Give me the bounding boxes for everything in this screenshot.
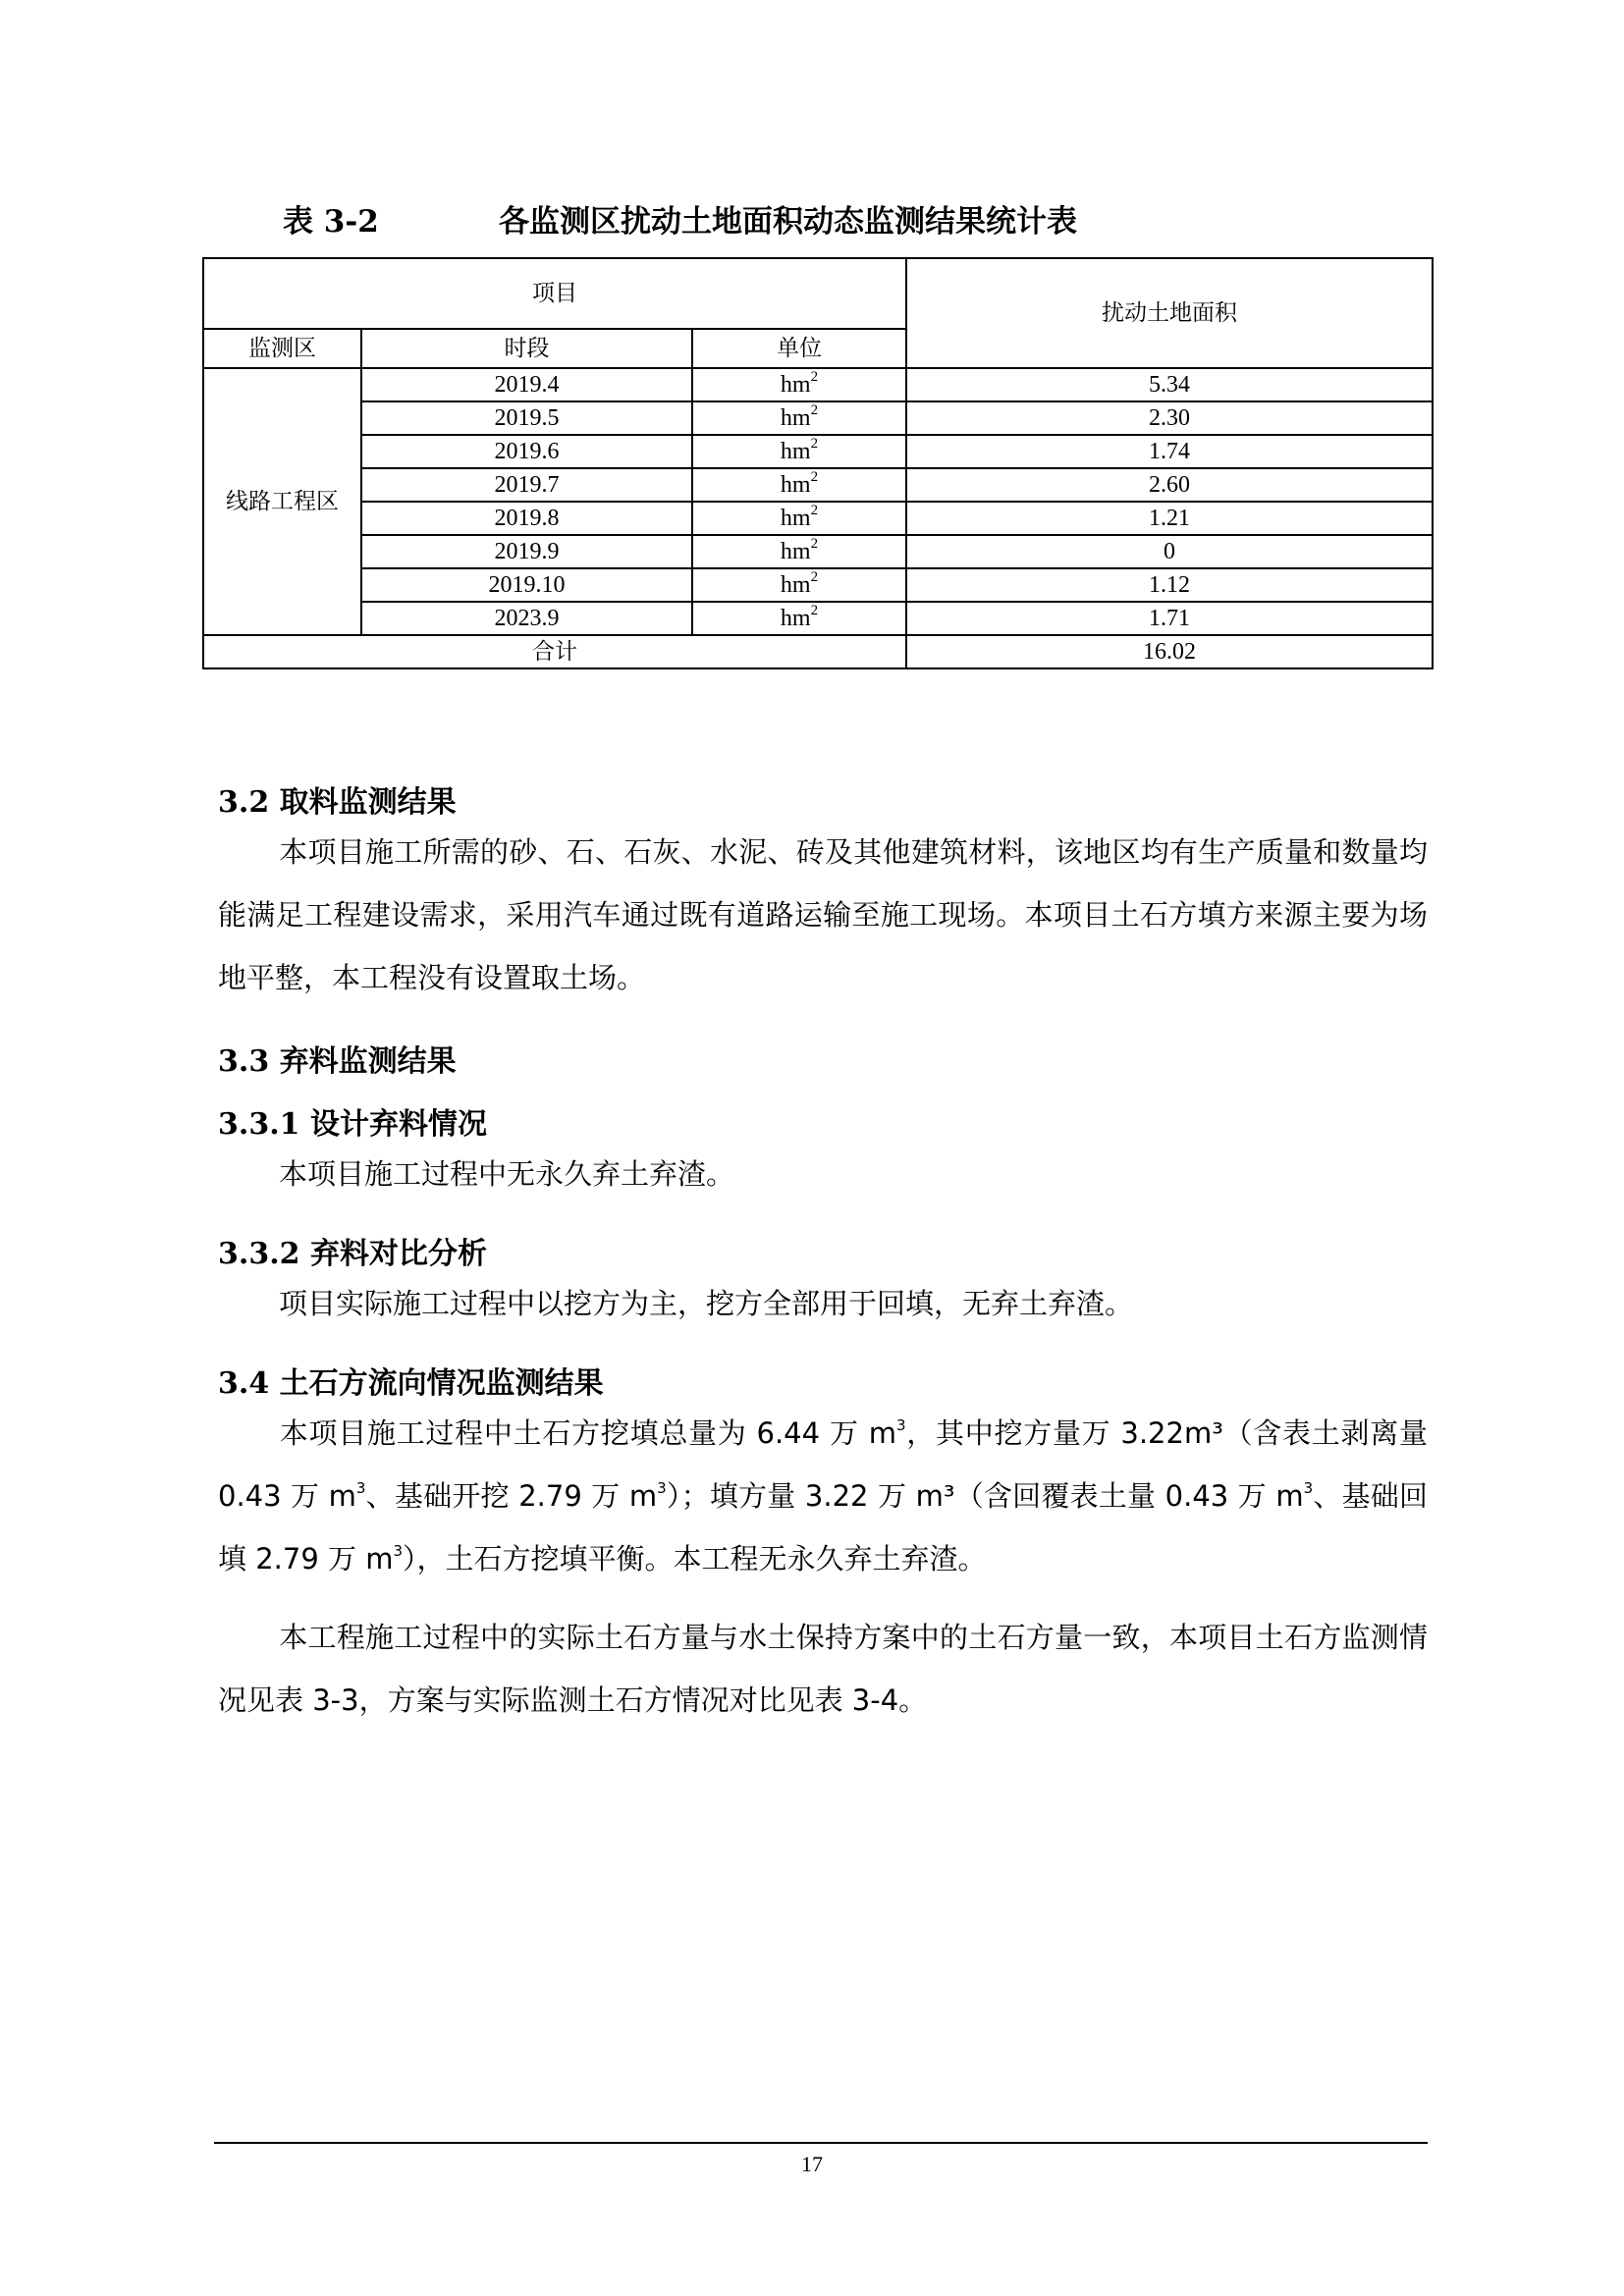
superscript: 3: [355, 1479, 366, 1498]
unit-superscript: 2: [810, 503, 819, 518]
unit-base: hm: [780, 472, 811, 498]
unit-superscript: 2: [810, 402, 819, 418]
unit-base: hm: [780, 606, 811, 631]
unit-base: hm: [780, 405, 811, 431]
section-3-4-paragraph-1: [218, 1402, 1428, 1590]
period-cell: 2019.7: [361, 468, 692, 502]
unit-cell: [692, 535, 906, 568]
unit-base: hm: [780, 439, 811, 464]
area-cell: 2.30: [906, 401, 1433, 435]
table-row: [203, 368, 1433, 401]
table-title: 各监测区扰动土地面积动态监测结果统计表: [499, 204, 1077, 240]
unit-superscript: 2: [810, 436, 819, 452]
table-total-row: [203, 635, 1433, 668]
area-cell: 1.71: [906, 602, 1433, 635]
unit-superscript: 2: [810, 469, 819, 485]
header-period: 时段: [361, 329, 692, 368]
header-item: 项目: [203, 258, 906, 329]
table-row: [203, 535, 1433, 568]
unit-cell: [692, 401, 906, 435]
area-cell: 1.12: [906, 568, 1433, 602]
unit-cell: [692, 602, 906, 635]
unit-base: hm: [780, 539, 811, 564]
section-3-4-text-2: 本工程施工过程中的实际土石方量与水土保持方案中的土石方量一致，本项目土石方监测情况见表 3-3，方案与实际监测土石方情况对比见表 3-4。: [218, 1621, 1428, 1717]
area-cell: 2.60: [906, 468, 1433, 502]
table-row: [203, 468, 1433, 502]
unit-cell: [692, 468, 906, 502]
table-caption: [283, 196, 1166, 245]
section-3-3-1-text: 本项目施工过程中无永久弃土弃渣。: [279, 1157, 735, 1191]
section-3-3-2-text: 项目实际施工过程中以挖方为主，挖方全部用于回填，无弃土弃渣。: [279, 1287, 1134, 1320]
header-disturbed-area: 扰动土地面积: [906, 258, 1433, 368]
period-cell: 2019.4: [361, 368, 692, 401]
period-cell: 2019.6: [361, 435, 692, 468]
unit-cell: [692, 435, 906, 468]
s34-text-e: 、基础回填 2.79 万 m: [218, 1479, 1428, 1575]
header-unit: 单位: [692, 329, 906, 368]
table-row: [203, 568, 1433, 602]
superscript: 3: [393, 1542, 404, 1561]
section-3-3-heading: 3.3 弃料监测结果: [218, 1044, 457, 1079]
unit-base: hm: [780, 506, 811, 531]
unit-superscript: 2: [810, 536, 819, 552]
period-cell: 2019.9: [361, 535, 692, 568]
s34-text-c: 、基础开挖 2.79 万 m: [365, 1479, 658, 1513]
period-cell: 2019.5: [361, 401, 692, 435]
superscript: 3: [657, 1479, 667, 1498]
table-header-row: [203, 258, 1433, 329]
area-cell: 1.21: [906, 502, 1433, 535]
unit-superscript: 2: [810, 369, 819, 385]
table-row: [203, 435, 1433, 468]
section-3-2-paragraph: [218, 821, 1428, 1009]
superscript: 3: [895, 1416, 906, 1435]
total-label: 合计: [203, 635, 906, 668]
area-cell: 0: [906, 535, 1433, 568]
section-3-3-1-heading: 3.3.1 设计弃料情况: [218, 1107, 487, 1142]
s34-text-b: ，其中挖方量万 3.22m³（含表土剥离量 0.43 万 m: [218, 1416, 1428, 1513]
section-3-2-heading: 3.2 取料监测结果: [218, 785, 457, 820]
footer-rule: [214, 2142, 1428, 2144]
section-3-4-paragraph-2: [218, 1606, 1428, 1732]
table-number: 表 3-2: [283, 204, 379, 240]
table-row: [203, 602, 1433, 635]
unit-superscript: 2: [810, 569, 819, 585]
s34-text-f: ），土石方挖填平衡。本工程无永久弃土弃渣。: [403, 1542, 987, 1575]
unit-superscript: 2: [810, 603, 819, 618]
disturbed-area-table: [202, 257, 1434, 669]
table-row: [203, 502, 1433, 535]
area-cell: 1.74: [906, 435, 1433, 468]
section-3-3-1-paragraph: [218, 1143, 1428, 1205]
unit-base: hm: [780, 372, 811, 398]
zone-cell: 线路工程区: [203, 368, 361, 635]
total-value: 16.02: [906, 635, 1433, 668]
header-zone: 监测区: [203, 329, 361, 368]
area-cell: 5.34: [906, 368, 1433, 401]
unit-base: hm: [780, 572, 811, 598]
superscript: 3: [1303, 1479, 1314, 1498]
period-cell: 2019.10: [361, 568, 692, 602]
section-3-2-text: 本项目施工所需的砂、石、石灰、水泥、砖及其他建筑材料，该地区均有生产质量和数量均能满足工程建设需求，采用汽车通过既有道路运输至施工现场。本项目土石方填方来源主要为场地平整，本工程没有设置取土场。: [218, 835, 1428, 994]
section-3-3-2-paragraph: [218, 1272, 1428, 1335]
period-cell: 2023.9: [361, 602, 692, 635]
table-row: [203, 401, 1433, 435]
section-3-4-heading: 3.4 土石方流向情况监测结果: [218, 1366, 604, 1401]
period-cell: 2019.8: [361, 502, 692, 535]
unit-cell: [692, 502, 906, 535]
s34-text-a: 本项目施工过程中土石方挖填总量为 6.44 万 m: [279, 1416, 896, 1450]
unit-cell: [692, 368, 906, 401]
page-number: 17: [801, 2152, 823, 2176]
s34-text-d: ）；填方量 3.22 万 m³（含回覆表土量 0.43 万 m: [666, 1479, 1304, 1513]
section-3-3-2-heading: 3.3.2 弃料对比分析: [218, 1237, 487, 1271]
unit-cell: [692, 568, 906, 602]
